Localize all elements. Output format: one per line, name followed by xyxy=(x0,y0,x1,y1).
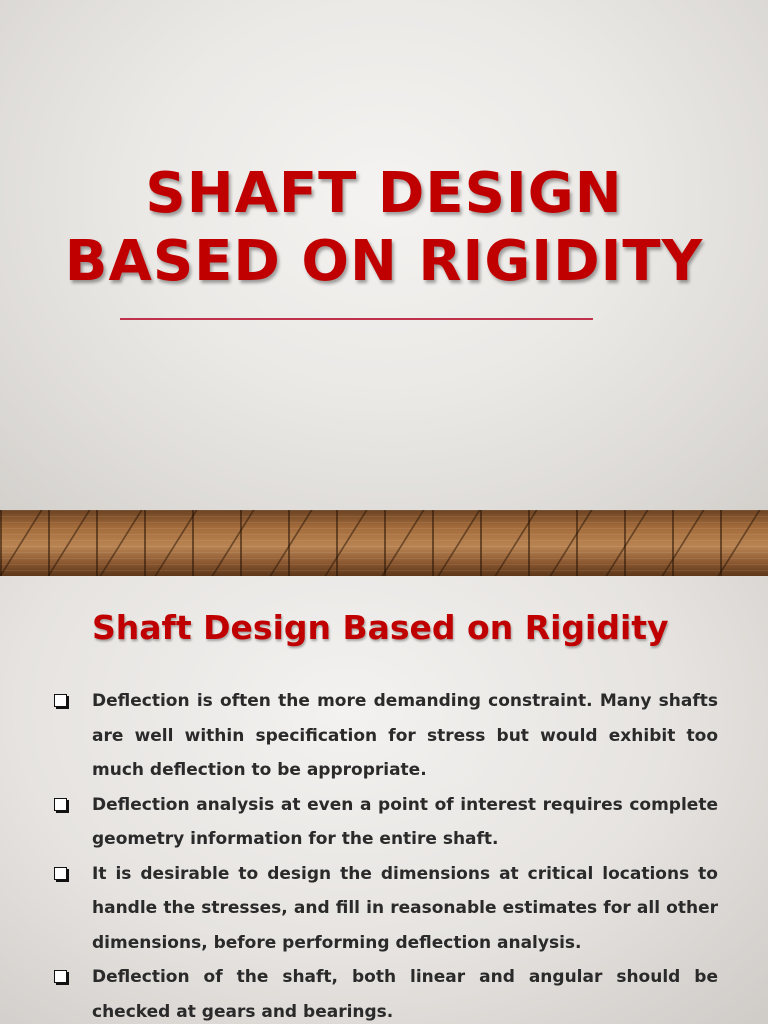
slide-title-line1: SHAFT DESIGN xyxy=(145,161,623,226)
list-item xyxy=(54,684,718,788)
bullet-text: Deflection is often the more demanding constraint. Many shafts are well within specification for stress but would exhibit too much deflection to be appropriate. xyxy=(92,691,718,780)
list-item xyxy=(54,960,718,1024)
checkbox-square-icon xyxy=(54,694,67,707)
content-slide xyxy=(0,576,768,1024)
bullet-text: Deflection of the shaft, both linear and angular should be checked at gears and bearings. xyxy=(92,967,718,1022)
bullet-text: It is desirable to design the dimensions at critical locations to handle the stresses, and fill in reasonable estimates for all other dimensions, before performing deflection analysis. xyxy=(92,863,718,953)
bullet-list xyxy=(54,684,718,1024)
wood-floor-decoration xyxy=(0,510,768,576)
list-item xyxy=(54,857,718,961)
title-divider xyxy=(120,318,593,320)
content-heading: Shaft Design Based on Rigidity xyxy=(92,608,669,647)
list-item xyxy=(54,788,718,857)
checkbox-square-icon xyxy=(54,970,67,983)
checkbox-square-icon xyxy=(54,867,67,880)
checkbox-square-icon xyxy=(54,798,67,811)
title-slide xyxy=(0,0,768,510)
slide-title-line2: BASED ON RIGIDITY xyxy=(64,229,704,294)
bullet-text: Deflection analysis at even a point of interest requires complete geometry information for the entire shaft. xyxy=(92,794,718,849)
slide-title xyxy=(0,160,768,296)
